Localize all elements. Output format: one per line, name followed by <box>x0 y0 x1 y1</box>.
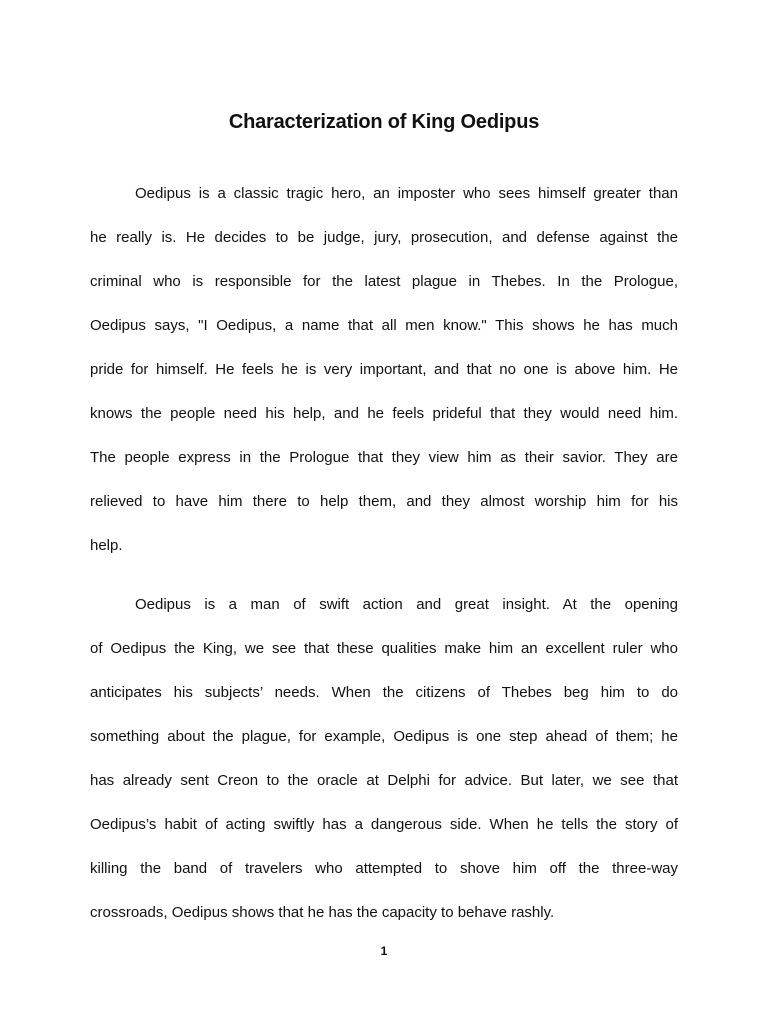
paragraph-line: relieved to have him there to help them, and they almost worship him for his <box>90 493 678 510</box>
paragraph-1 <box>90 183 678 579</box>
paragraph-line: has already sent Creon to the oracle at Delphi for advice. But later, we see that <box>90 772 678 789</box>
paragraph-line: he really is. He decides to be judge, jury, prosecution, and defense against the <box>90 229 678 246</box>
paragraph-line: of Oedipus the King, we see that these qualities make him an excellent ruler who <box>90 640 678 657</box>
paragraph-line: Oedipus’s habit of acting swiftly has a dangerous side. When he tells the story of <box>90 816 678 833</box>
document-title: Characterization of King Oedipus <box>228 111 540 133</box>
page-number: 1 <box>380 944 388 958</box>
paragraph-line: pride for himself. He feels he is very important, and that no one is above him. He <box>90 361 678 378</box>
paragraph-line: Oedipus is a classic tragic hero, an imposter who sees himself greater than <box>135 185 678 202</box>
paragraph-line: crossroads, Oedipus shows that he has the capacity to behave rashly. <box>90 904 555 921</box>
paragraph-line: killing the band of travelers who attempted to shove him off the three-way <box>90 860 678 877</box>
paragraph-line: help. <box>90 537 123 554</box>
paragraph-line: knows the people need his help, and he feels prideful that they would need him. <box>90 405 678 422</box>
paragraph-2 <box>90 594 678 946</box>
paragraph-line: The people express in the Prologue that they view him as their savior. They are <box>90 449 678 466</box>
paragraph-line: anticipates his subjects’ needs. When the citizens of Thebes beg him to do <box>90 684 678 701</box>
paragraph-line: Oedipus says, "I Oedipus, a name that all men know." This shows he has much <box>90 317 678 334</box>
paragraph-line: Oedipus is a man of swift action and great insight. At the opening <box>135 596 678 613</box>
paragraph-line: something about the plague, for example, Oedipus is one step ahead of them; he <box>90 728 678 745</box>
paragraph-line: criminal who is responsible for the latest plague in Thebes. In the Prologue, <box>90 273 678 290</box>
